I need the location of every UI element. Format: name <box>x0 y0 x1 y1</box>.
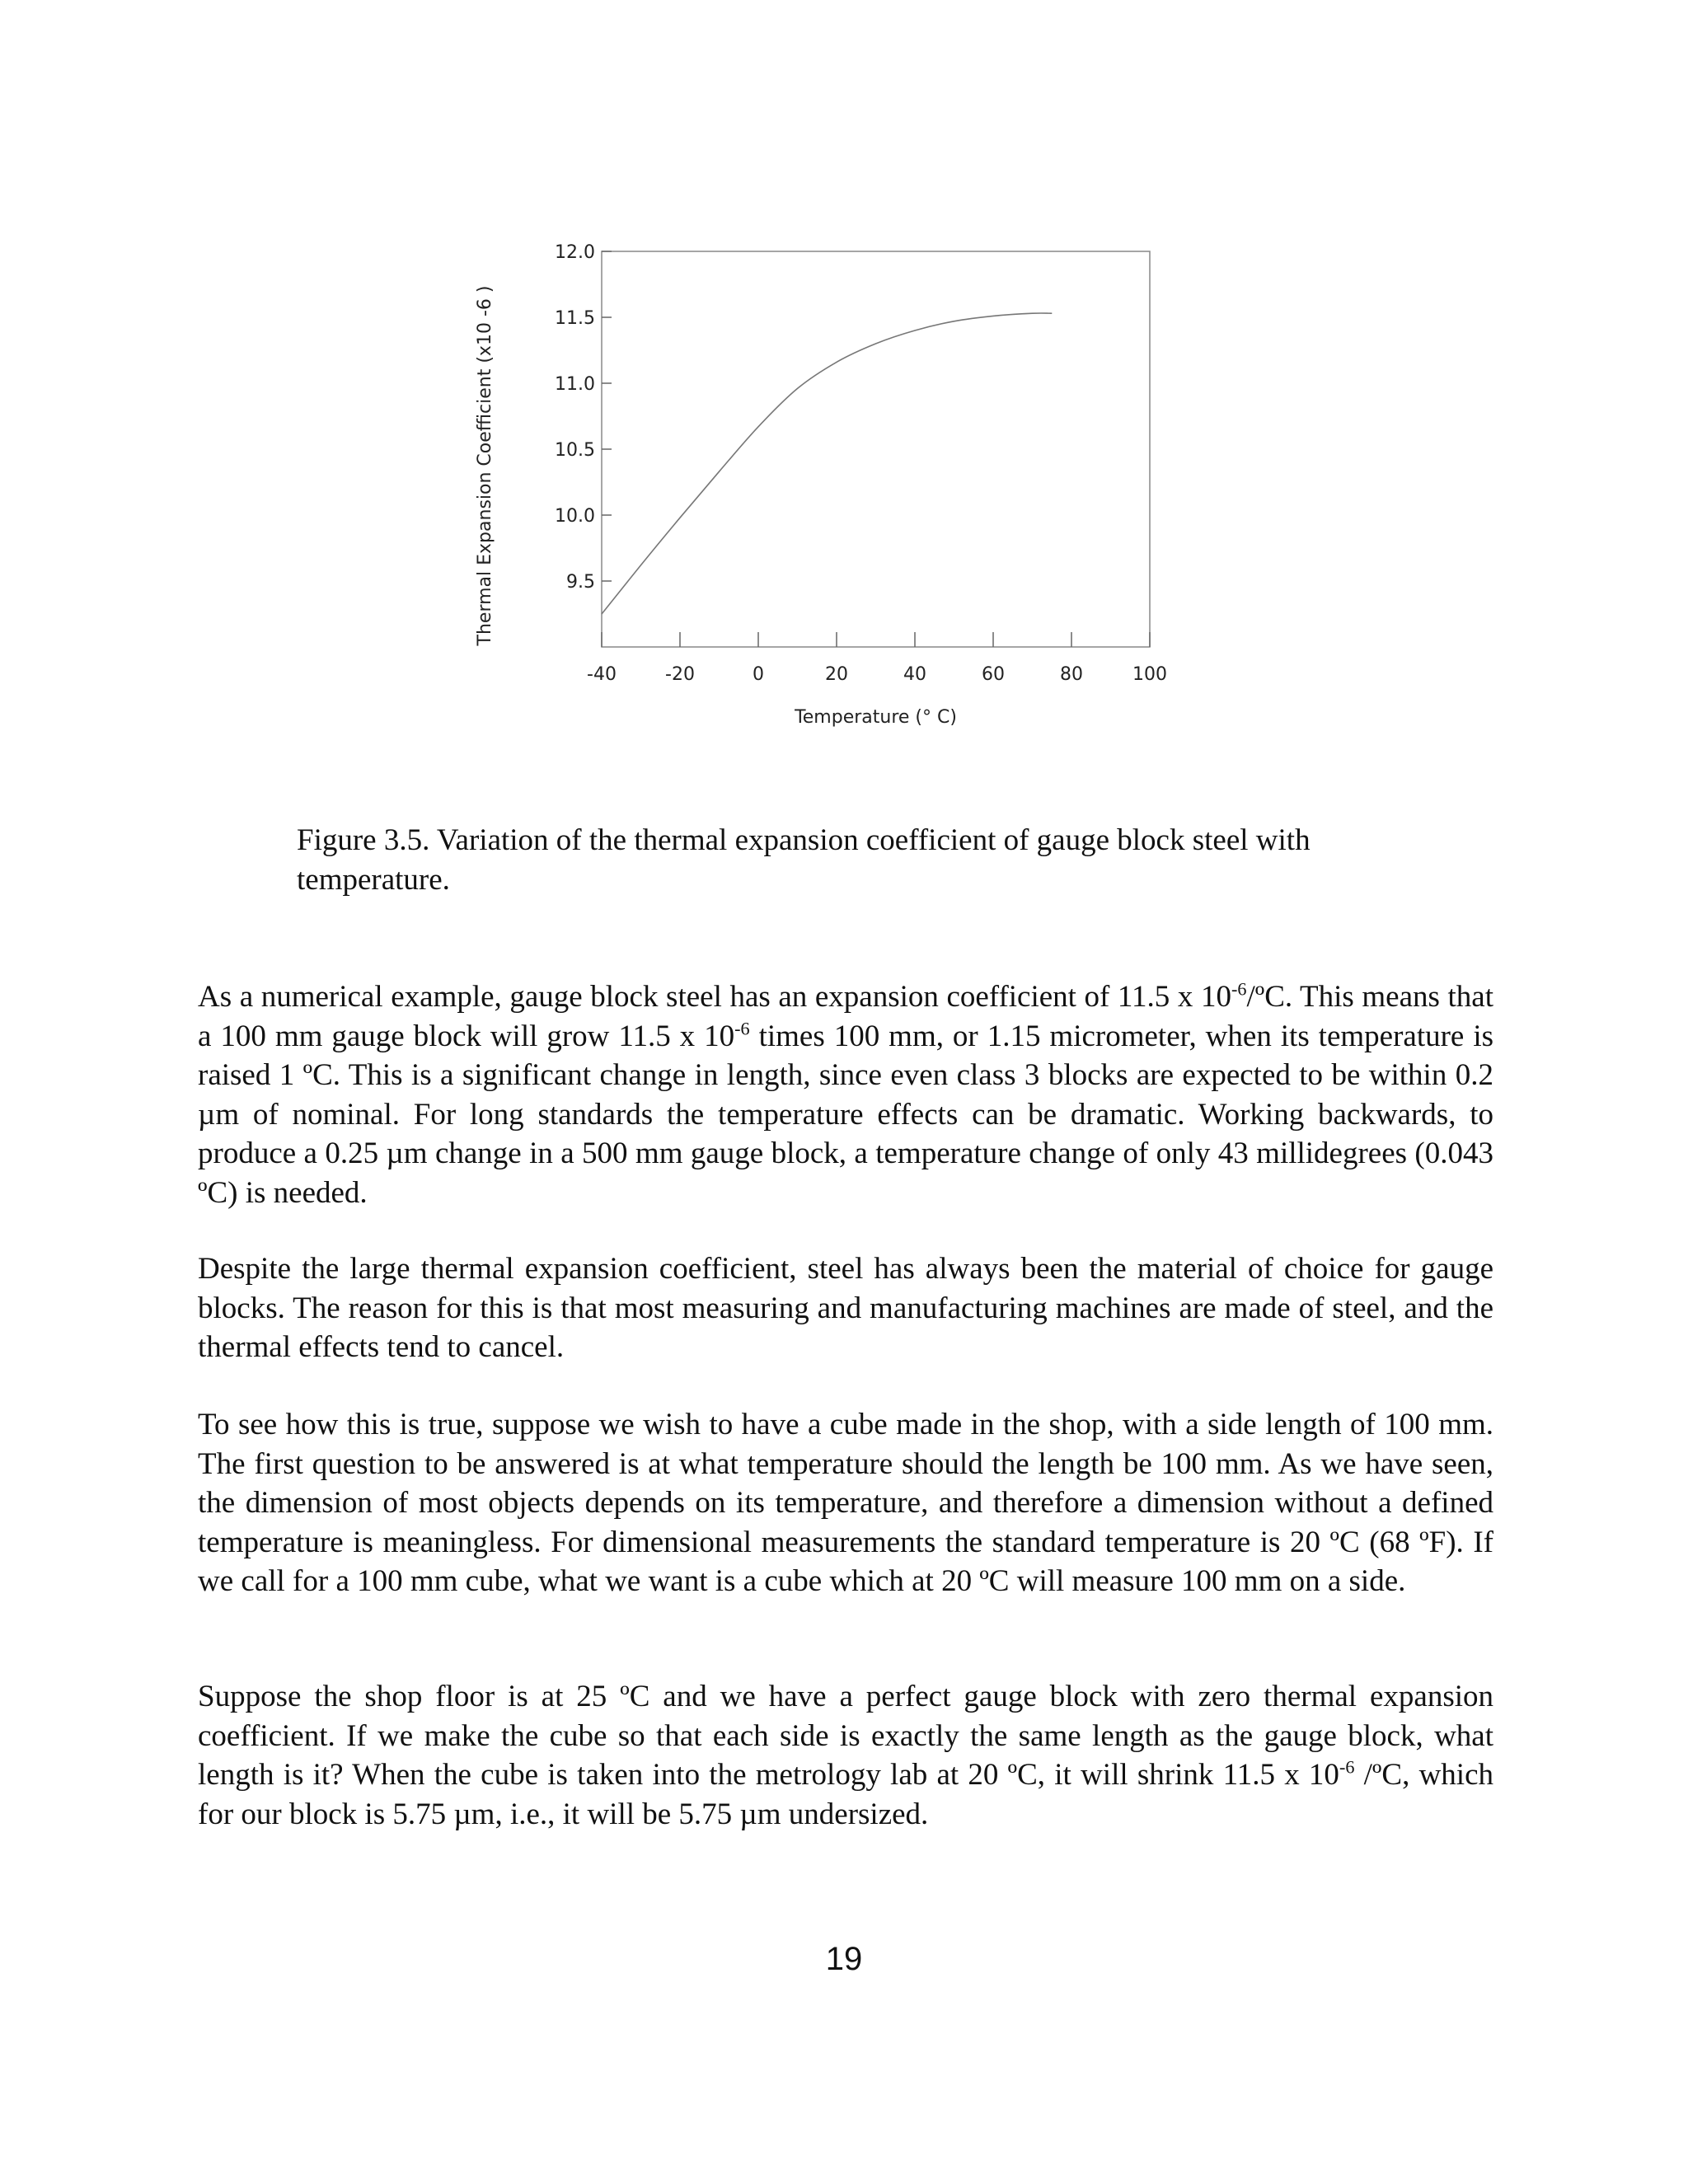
paragraph-1-part-b: /ºC. This means that a 100 mm gauge block will grow 11.5 x 10 <box>198 980 1493 1053</box>
figure-caption: Figure 3.5. Variation of the thermal expansion coefficient of gauge block steel with temperature. <box>297 823 1311 897</box>
y-tick-label: 11.0 <box>555 374 595 395</box>
paragraph-4-part-a: Suppose the shop floor is at 25 ºC and we have a perfect gauge block with zero thermal expansion coefficient. If we make the cube so that each side is exactly the same length as the gauge block, what length is it? When the cube is taken into the metrology lab at 20 ºC, it will shrink 11.5 x 10 <box>198 1680 1493 1792</box>
y-axis-title: Thermal Expansion Coefficient (x10 -6 ) <box>475 285 495 646</box>
x-tick-label: 80 <box>1060 664 1083 685</box>
y-tick-label: 10.0 <box>555 506 595 527</box>
series-line <box>602 313 1052 614</box>
paragraph-1 <box>198 977 1493 1212</box>
x-tick-label: 60 <box>982 664 1005 685</box>
paragraph-3: To see how this is true, suppose we wish to have a cube made in the shop, with a side length of 100 mm. The first question to be answered is at what temperature should the length be 100 mm. As we have seen, the dimension of most objects depends on its temperature, and therefore a dimension without a defined temperature is meaningless. For dimensional measurements the standard temperature is 20 ºC (68 ºF). If we call for a 100 mm cube, what we want is a cube which at 20 ºC will measure 100 mm on a side. <box>198 1408 1493 1598</box>
thermal-expansion-chart <box>462 214 1203 758</box>
paragraph-4-part-b: /ºC, which for our block is 5.75 µm, i.e., it will be 5.75 µm undersized. <box>198 1758 1493 1831</box>
x-tick-label: 100 <box>1132 664 1167 685</box>
paragraph-4 <box>198 1677 1493 1834</box>
paragraph-2: Despite the large thermal expansion coefficient, steel has always been the material of choice for gauge blocks. The reason for this is that most measuring and manufacturing machines are made of steel, and the thermal effects tend to cancel. <box>198 1252 1493 1364</box>
y-tick-label: 11.5 <box>555 308 595 329</box>
x-tick-label: -20 <box>665 664 695 685</box>
paragraph-1-part-a: As a numerical example, gauge block steel has an expansion coefficient of 11.5 x 10 <box>198 980 1231 1014</box>
x-axis-title: Temperature (° C) <box>795 707 957 728</box>
exponent: -6 <box>1231 978 1247 1000</box>
x-tick-label: 0 <box>753 664 764 685</box>
x-tick-label: 20 <box>825 664 848 685</box>
y-tick-label: 12.0 <box>555 242 595 263</box>
y-tick-label: 10.5 <box>555 440 595 461</box>
exponent: -6 <box>1339 1756 1355 1778</box>
y-tick-label: 9.5 <box>566 572 595 593</box>
exponent: -6 <box>734 1018 750 1039</box>
page-number: 19 <box>825 1941 863 1977</box>
x-tick-label: -40 <box>587 664 617 685</box>
plot-frame <box>602 251 1150 647</box>
x-tick-label: 40 <box>903 664 926 685</box>
paragraph-1-part-c: times 100 mm, or 1.15 micrometer, when its temperature is raised 1 ºC. This is a significant change in length, since even class 3 blocks are expected to be within 0.2 µm of nominal. For long standards the temperature effects can be dramatic. Working backwards, to produce a 0.25 µm change in a 500 mm gauge block, a temperature change of only 43 millidegrees (0.043 ºC) is needed. <box>198 1019 1493 1210</box>
